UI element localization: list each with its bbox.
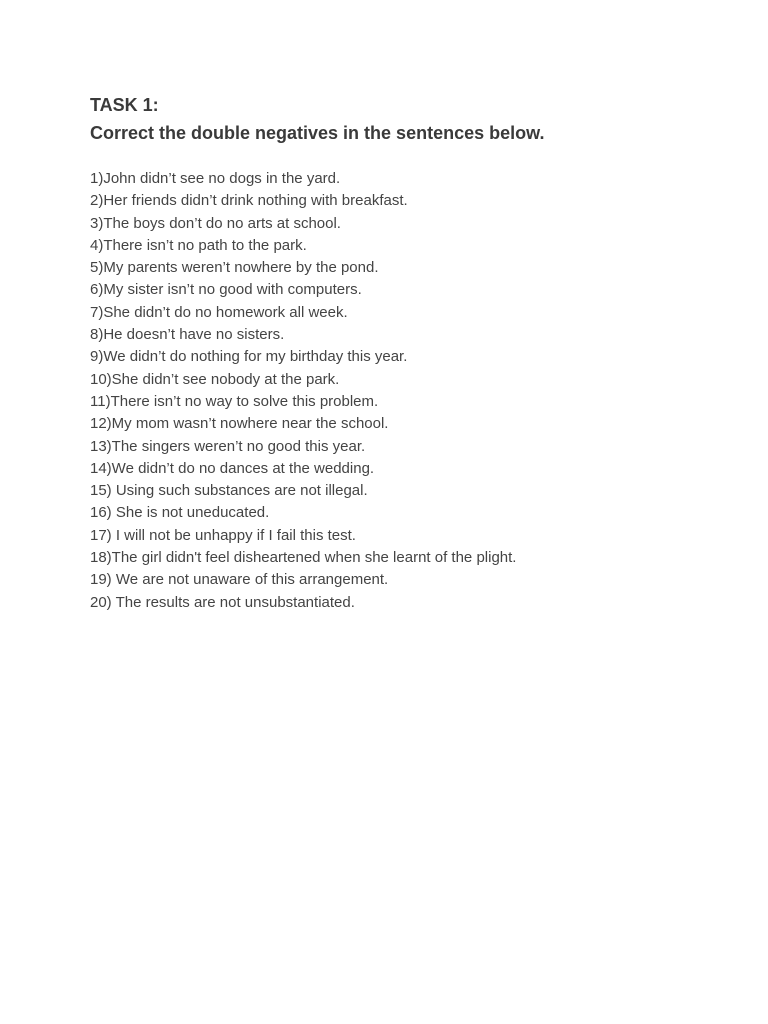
sentence-item: 12)My mom wasn’t nowhere near the school.	[90, 415, 389, 433]
sentence-item: 5)My parents weren’t nowhere by the pond.	[90, 259, 379, 277]
sentence-item: 4)There isn’t no path to the park.	[90, 236, 307, 254]
sentence-item: 1)John didn’t see no dogs in the yard.	[90, 170, 341, 187]
sentence-item: 18)The girl didn't feel disheartened when she learnt of the plight.	[90, 549, 517, 567]
sentence-item: 2)Her friends didn’t drink nothing with breakfast.	[90, 192, 408, 210]
sentence-item: 11)There isn’t no way to solve this problem.	[90, 392, 379, 410]
sentence-item: 17) I will not be unhappy if I fail this test.	[90, 526, 356, 544]
sentence-item: 16) She is not uneducated.	[90, 504, 270, 522]
sentence-item: 14)We didn’t do no dances at the wedding.	[90, 459, 375, 477]
document-page	[90, 92, 730, 614]
sentence-item: 3)The boys don’t do no arts at school.	[90, 214, 341, 232]
sentence-item: 6)My sister isn’t no good with computers.	[90, 281, 362, 299]
task-label: TASK 1:	[90, 95, 159, 115]
sentence-item: 13)The singers weren’t no good this year.	[90, 437, 366, 455]
sentence-item: 8)He doesn’t have no sisters.	[90, 326, 285, 344]
sentence-item: 20) The results are not unsubstantiated.	[90, 593, 355, 611]
sentence-item: 7)She didn’t do no homework all week.	[90, 303, 348, 321]
sentence-item: 10)She didn’t see nobody at the park.	[90, 370, 340, 388]
sentence-list	[90, 168, 730, 614]
sentence-item: 9)We didn’t do nothing for my birthday this year.	[90, 348, 408, 366]
task-instruction: Correct the double negatives in the sentences below.	[90, 123, 545, 143]
sentence-item: 15) Using such substances are not illegal.	[90, 482, 368, 500]
sentence-item: 19) We are not unaware of this arrangement.	[90, 571, 389, 589]
